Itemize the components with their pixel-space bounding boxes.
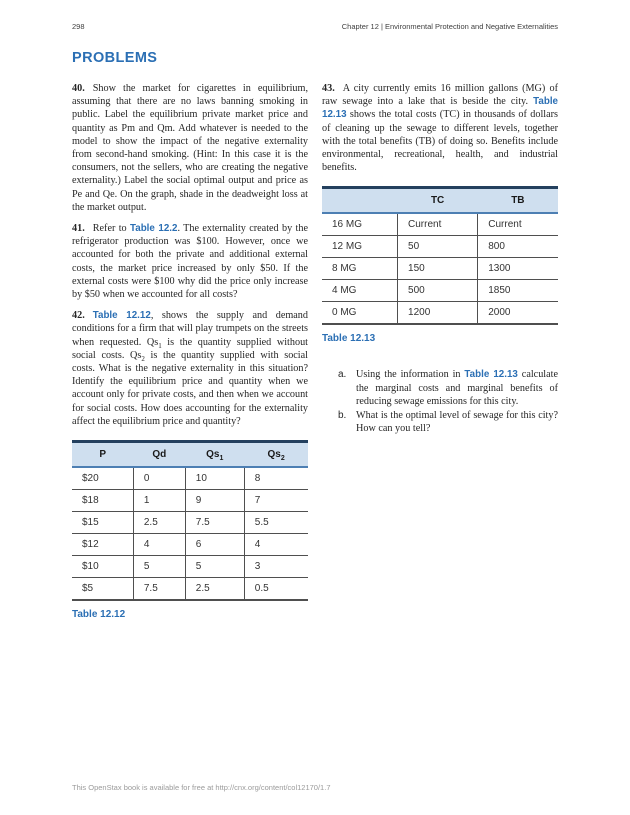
table-cell: 1 [133, 490, 185, 512]
table-cell: 500 [398, 280, 478, 302]
table-cell: 1300 [478, 258, 558, 280]
table-cell: 150 [398, 258, 478, 280]
problem-number: 40. [72, 83, 85, 94]
table-cell: 0 [133, 467, 185, 490]
table-cell: 5.5 [244, 512, 308, 534]
table-header-row [72, 442, 308, 468]
table-cell: 7 [244, 490, 308, 512]
column-header [478, 188, 558, 214]
table-cell: 1200 [398, 302, 478, 325]
table-cell: Current [398, 213, 478, 236]
table-cell: 4 [133, 534, 185, 556]
question-list [322, 368, 558, 435]
problem-40 [72, 82, 308, 214]
table-cell: 8 [244, 467, 308, 490]
table-row [322, 302, 558, 325]
table-cell: $20 [72, 467, 133, 490]
text-run: is the quantity supplied without social costs. Qs [72, 336, 309, 361]
table-12-13-block [322, 186, 558, 344]
question-item-a [338, 368, 558, 408]
two-column-layout [72, 82, 558, 620]
table-cell: 2.5 [185, 578, 244, 601]
table-cell: 800 [478, 236, 558, 258]
table-cell: 6 [185, 534, 244, 556]
problem-42 [72, 309, 308, 428]
table-row [72, 578, 308, 601]
table-row [322, 280, 558, 302]
question-item-b [338, 409, 558, 435]
table-cell: $10 [72, 556, 133, 578]
table-cell: 5 [185, 556, 244, 578]
text-run: is the quantity supplied with social costs. What is the negative externality in this situation? Identify the equilibrium price and quantity when we account only for private costs, and then when we account for social costs. How does accounting for the externality affect the equilibrium price and quantity? [72, 349, 308, 427]
table-row [72, 490, 308, 512]
table-cell: 50 [398, 236, 478, 258]
table-row [72, 534, 308, 556]
subscript: 2 [280, 455, 285, 463]
column-header [185, 442, 244, 468]
table-cell: 9 [185, 490, 244, 512]
table-link[interactable]: Table 12.13 [464, 369, 518, 381]
table-cell: 0.5 [244, 578, 308, 601]
text-run: Refer to [92, 223, 130, 235]
text-run: calculate the marginal costs and marginal benefits of reducing sewage emissions for this city. [356, 369, 558, 407]
table-cell: 4 [244, 534, 308, 556]
problem-number: 42. [72, 310, 85, 322]
text-run: . The externality created by the refrigerator production was $100. However, once we accounted for both the private and additional external costs, the market price increased by only $50. If the external costs were $100 why did the price only increase by $50 when we accounted for all costs? [72, 223, 308, 301]
table-12-13 [322, 186, 558, 325]
text-run: What is the optimal level of sewage for this city? How can you tell? [356, 410, 558, 435]
column-header [398, 188, 478, 214]
column-header [322, 188, 398, 214]
subscript: 1 [158, 341, 162, 350]
table-cell: 7.5 [133, 578, 185, 601]
table-12-12-caption: Table 12.12 [72, 609, 126, 621]
problems-heading: PROBLEMS [72, 50, 158, 66]
table-row [72, 467, 308, 490]
table-12-12 [72, 440, 308, 601]
column-header-label: Qs [267, 449, 281, 461]
table-cell: 0 MG [322, 302, 398, 325]
column-header-label: TC [430, 195, 445, 207]
table-row [322, 236, 558, 258]
table-link[interactable]: Table 12.2 [129, 223, 178, 235]
problem-41 [72, 222, 308, 301]
table-row [72, 512, 308, 534]
table-cell: $18 [72, 490, 133, 512]
table-cell: 2000 [478, 302, 558, 325]
table-cell: 10 [185, 467, 244, 490]
table-link[interactable]: Table 12.13 [322, 96, 558, 121]
chapter-header-title: Chapter 12 | Environmental Protection and Negative Externalities [341, 22, 558, 31]
table-cell: $15 [72, 512, 133, 534]
table-12-12-block [72, 440, 308, 620]
footer-text: This OpenStax book is available for free at http://cnx.org/content/col12170/1.7 [72, 783, 331, 792]
table-cell: $5 [72, 578, 133, 601]
question-label-a: a. [338, 369, 347, 381]
question-content-b [356, 409, 558, 435]
table-12-12-body [72, 467, 308, 600]
subscript: 1 [219, 455, 224, 463]
column-header-label: Qs [206, 449, 220, 461]
column-header [133, 442, 185, 468]
question-content-a [356, 368, 558, 408]
text-run: , shows the supply and demand conditions for a firm that will play trumpets on the streets when requested. Qs [72, 310, 308, 348]
table-cell: 12 MG [322, 236, 398, 258]
page-header [72, 22, 558, 31]
text-run: A city currently emits 16 million gallons (MG) of raw sewage into a lake that is beside the city. [322, 83, 558, 108]
text-run: Show the market for cigarettes in equilibrium, assuming that there are no laws banning smoking in public. Label the equilibrium private market price and quantity as Pm and Qm. Add whatever is needed to the model to show the impact of the negative externality from second-hand smoking. (Hint: In this case it is the consumers, not the sellers, who are creating the negative externality.) Label the social optimal output and price as Pe and Qe. On the graph, shade in the deadweight loss at the market output. [72, 83, 308, 213]
table-cell: 8 MG [322, 258, 398, 280]
subscript: 2 [141, 354, 145, 363]
question-label-b: b. [338, 410, 347, 422]
table-cell: 7.5 [185, 512, 244, 534]
table-12-13-head [322, 188, 558, 214]
table-cell: Current [478, 213, 558, 236]
left-column [72, 82, 308, 620]
table-cell: 16 MG [322, 213, 398, 236]
table-cell: 2.5 [133, 512, 185, 534]
table-cell: $12 [72, 534, 133, 556]
table-row [72, 556, 308, 578]
right-column [322, 82, 558, 620]
column-header-label: Qd [152, 449, 167, 461]
column-header-label: P [99, 449, 107, 461]
column-header [72, 442, 133, 468]
page-number: 298 [72, 22, 85, 31]
table-12-13-body [322, 213, 558, 324]
table-cell: 3 [244, 556, 308, 578]
table-row [322, 213, 558, 236]
table-cell: 1850 [478, 280, 558, 302]
column-header-label: TB [511, 195, 525, 207]
text-run: Using the information in [356, 369, 465, 381]
problem-number: 41. [72, 223, 85, 235]
table-cell: 5 [133, 556, 185, 578]
table-cell: 4 MG [322, 280, 398, 302]
table-12-12-head [72, 442, 308, 468]
table-row [322, 258, 558, 280]
problem-43 [322, 82, 558, 174]
table-12-13-caption: Table 12.13 [322, 333, 376, 345]
table-header-row [322, 188, 558, 214]
problem-number: 43. [322, 83, 335, 94]
content-area [72, 50, 558, 620]
text-run: shows the total costs (TC) in thousands of dollars of cleaning up the sewage to different levels, together with the total benefits (TB) of doing so. Benefits include environmental, recreational, health, and industrial benefits. [322, 109, 558, 174]
column-header [244, 442, 308, 468]
table-link[interactable]: Table 12.12 [92, 310, 151, 322]
